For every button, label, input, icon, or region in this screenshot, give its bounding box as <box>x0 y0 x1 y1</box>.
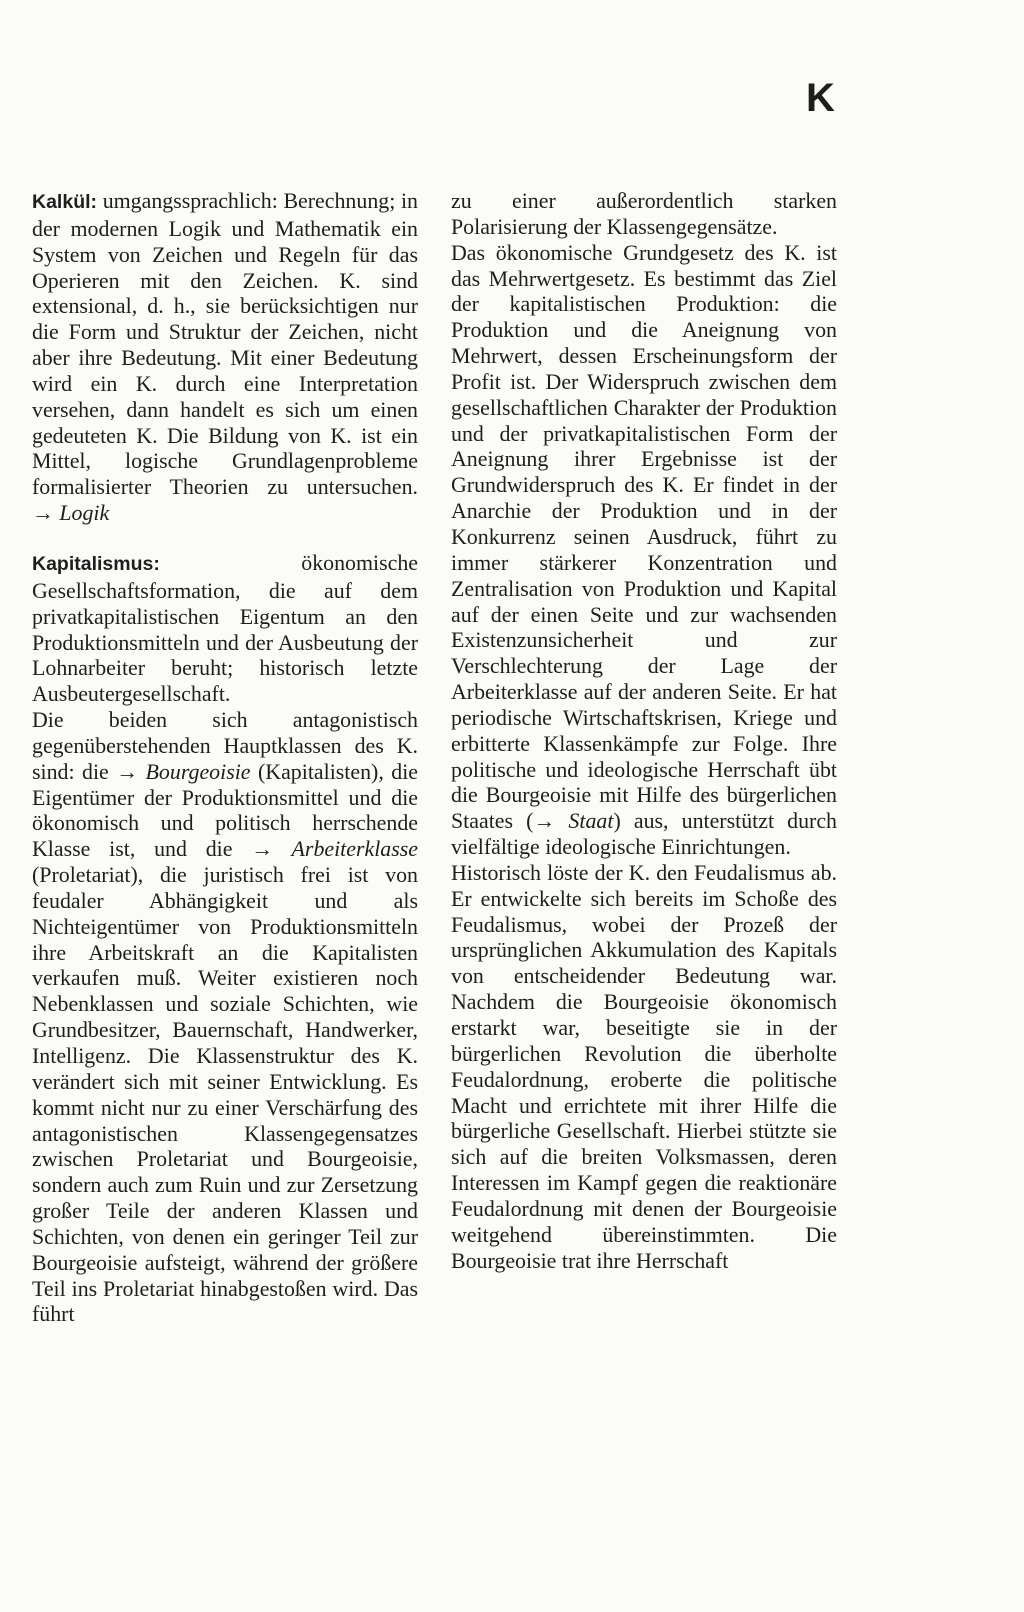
kapitalismus-paragraph-4: Historisch löste der K. den Feudalismus ab. Er entwickelte sich bereits im Schoße des Feudalismus, wobei der Prozeß der ursprünglichen Akkumulation des Kapitals von entscheidender Bedeutung war. Nachdem die Bourgeoisie ökonomisch erstarkt war, beseitigte sie in der bürgerlichen Revolution die überholte Feudalordnung, eroberte die politische Macht und errichtete mit ihrer Hilfe die bürgerliche Gesellschaft. Hierbei stützte sie sich auf die breiten Volksmassen, deren Interessen im Kampf gegen die reaktionäre Feudalordnung mit denen der Bourgeoisie weitgehend übereinstimmten. Die Bourgeoisie trat ihre Herrschaft <box>451 859 837 1273</box>
kapitalismus-paragraph-2-continued: zu einer außerordentlich starken Polarisierung der Klassengegensätze. <box>451 188 837 239</box>
ref-arbeiterklasse[interactable]: → Arbeiterklasse <box>251 836 418 862</box>
kapitalismus-p3-a: Das ökonomische Grundgesetz des K. ist das Mehrwertgesetz. Es bestimmt das Ziel der kapitalistischen Produktion: die Produktion und die Aneignung von Mehrwert, dessen Erscheinungsform der Profit ist. Der Widerspruch zwischen dem gesellschaftlichen Charakter der Produktion und der privatkapitalistischen Form der Aneignung ihrer Ergebnisse ist der Grundwiderspruch des K. Er findet in der Anarchie der Produktion und in der Konkurrenz seinen Ausdruck, führt zu immer stärkerer Konzentration und Zentralisation von Produktion und Kapital auf der einen Seite und zur wachsenden Existenzunsicherheit und zur Verschlechterung der Lage der Arbeiterklasse auf der anderen Seite. Er hat periodische Wirtschaftskrisen, Kriege und erbitterte Klassenkämpfe zur Folge. Ihre politische und ideologische Herrschaft übt die Bourgeoisie mit Hilfe des bürgerlichen Staates ( <box>451 239 837 834</box>
entry-gap <box>32 526 418 550</box>
ref-staat[interactable]: → Staat <box>533 808 614 834</box>
kapitalismus-p2-c: (Proletariat), die juristisch frei ist von feudaler Abhängigkeit und als Nichteigentümer von Produktionsmitteln ihre Arbeitskraft an die Kapitalisten verkaufen muß. Weiter existieren noch Nebenklassen und soziale Schichten, wie Grundbesitzer, Bauernschaft, Handwerker, Intelligenz. Die Klassenstruktur des K. verändert sich mit seiner Entwicklung. Es kommt nicht nur zu einer Verschärfung des antagonistischen Klassengegensatzes zwischen Proletariat und Bourgeoisie, sondern auch zum Ruin und zur Zersetzung großer Teile der anderen Klassen und Schichten, von denen ein geringer Teil zur Bourgeoisie aufsteigt, während der größere Teil ins Proletariat hinabgestoßen wird. Das führt <box>32 862 418 1327</box>
kapitalismus-p2-b: (Kapitalisten), die Eigentümer der Produktionsmittel und die ökonomisch und politisch herrschende Klasse ist, und die <box>32 758 418 862</box>
ref-bourgeoisie[interactable]: → Bourgeoisie <box>116 758 251 784</box>
kapitalismus-p3-b: ) aus, unterstützt durch vielfältige ideologische Einrichtungen. <box>451 808 837 860</box>
entry-kapitalismus-intro <box>32 550 418 707</box>
term-kapitalismus: Kapitalismus: <box>32 552 160 575</box>
kapitalismus-paragraph-3 <box>451 240 837 860</box>
ref-logik[interactable]: → Logik <box>32 500 110 526</box>
kapitalismus-p2-a: Die beiden sich antagonistisch gegenüberstehenden Hauptklassen des K. sind: die <box>32 707 418 784</box>
entry-kalkuel <box>32 188 418 526</box>
left-column <box>32 188 418 1327</box>
section-letter: K <box>806 76 835 120</box>
right-column <box>451 188 837 1273</box>
kapitalismus-p1: ökonomische Gesellschaftsformation, die auf dem privatkapitalistischen Eigentum an den Produktionsmitteln und der Ausbeutung der Lohnarbeiter beruht; historisch letzte Ausbeutergesellschaft. <box>32 549 418 707</box>
kalkuel-text: umgangssprachlich: Berechnung; in der modernen Logik und Mathematik ein System von Zeichen und Regeln für das Operieren mit den Zeichen. K. sind extensional, d. h., sie berücksichtigen nur die Form und Struktur der Zeichen, nicht aber ihre Bedeutung. Mit einer Bedeutung wird ein K. durch eine Interpretation versehen, dann handelt es sich um einen gedeuteten K. Die Bildung von K. ist ein Mittel, logische Grundlagenprobleme formalisierter Theorien zu untersuchen. <box>32 188 418 500</box>
kapitalismus-paragraph-2 <box>32 707 418 1327</box>
term-kalkuel: Kalkül: <box>32 191 98 213</box>
